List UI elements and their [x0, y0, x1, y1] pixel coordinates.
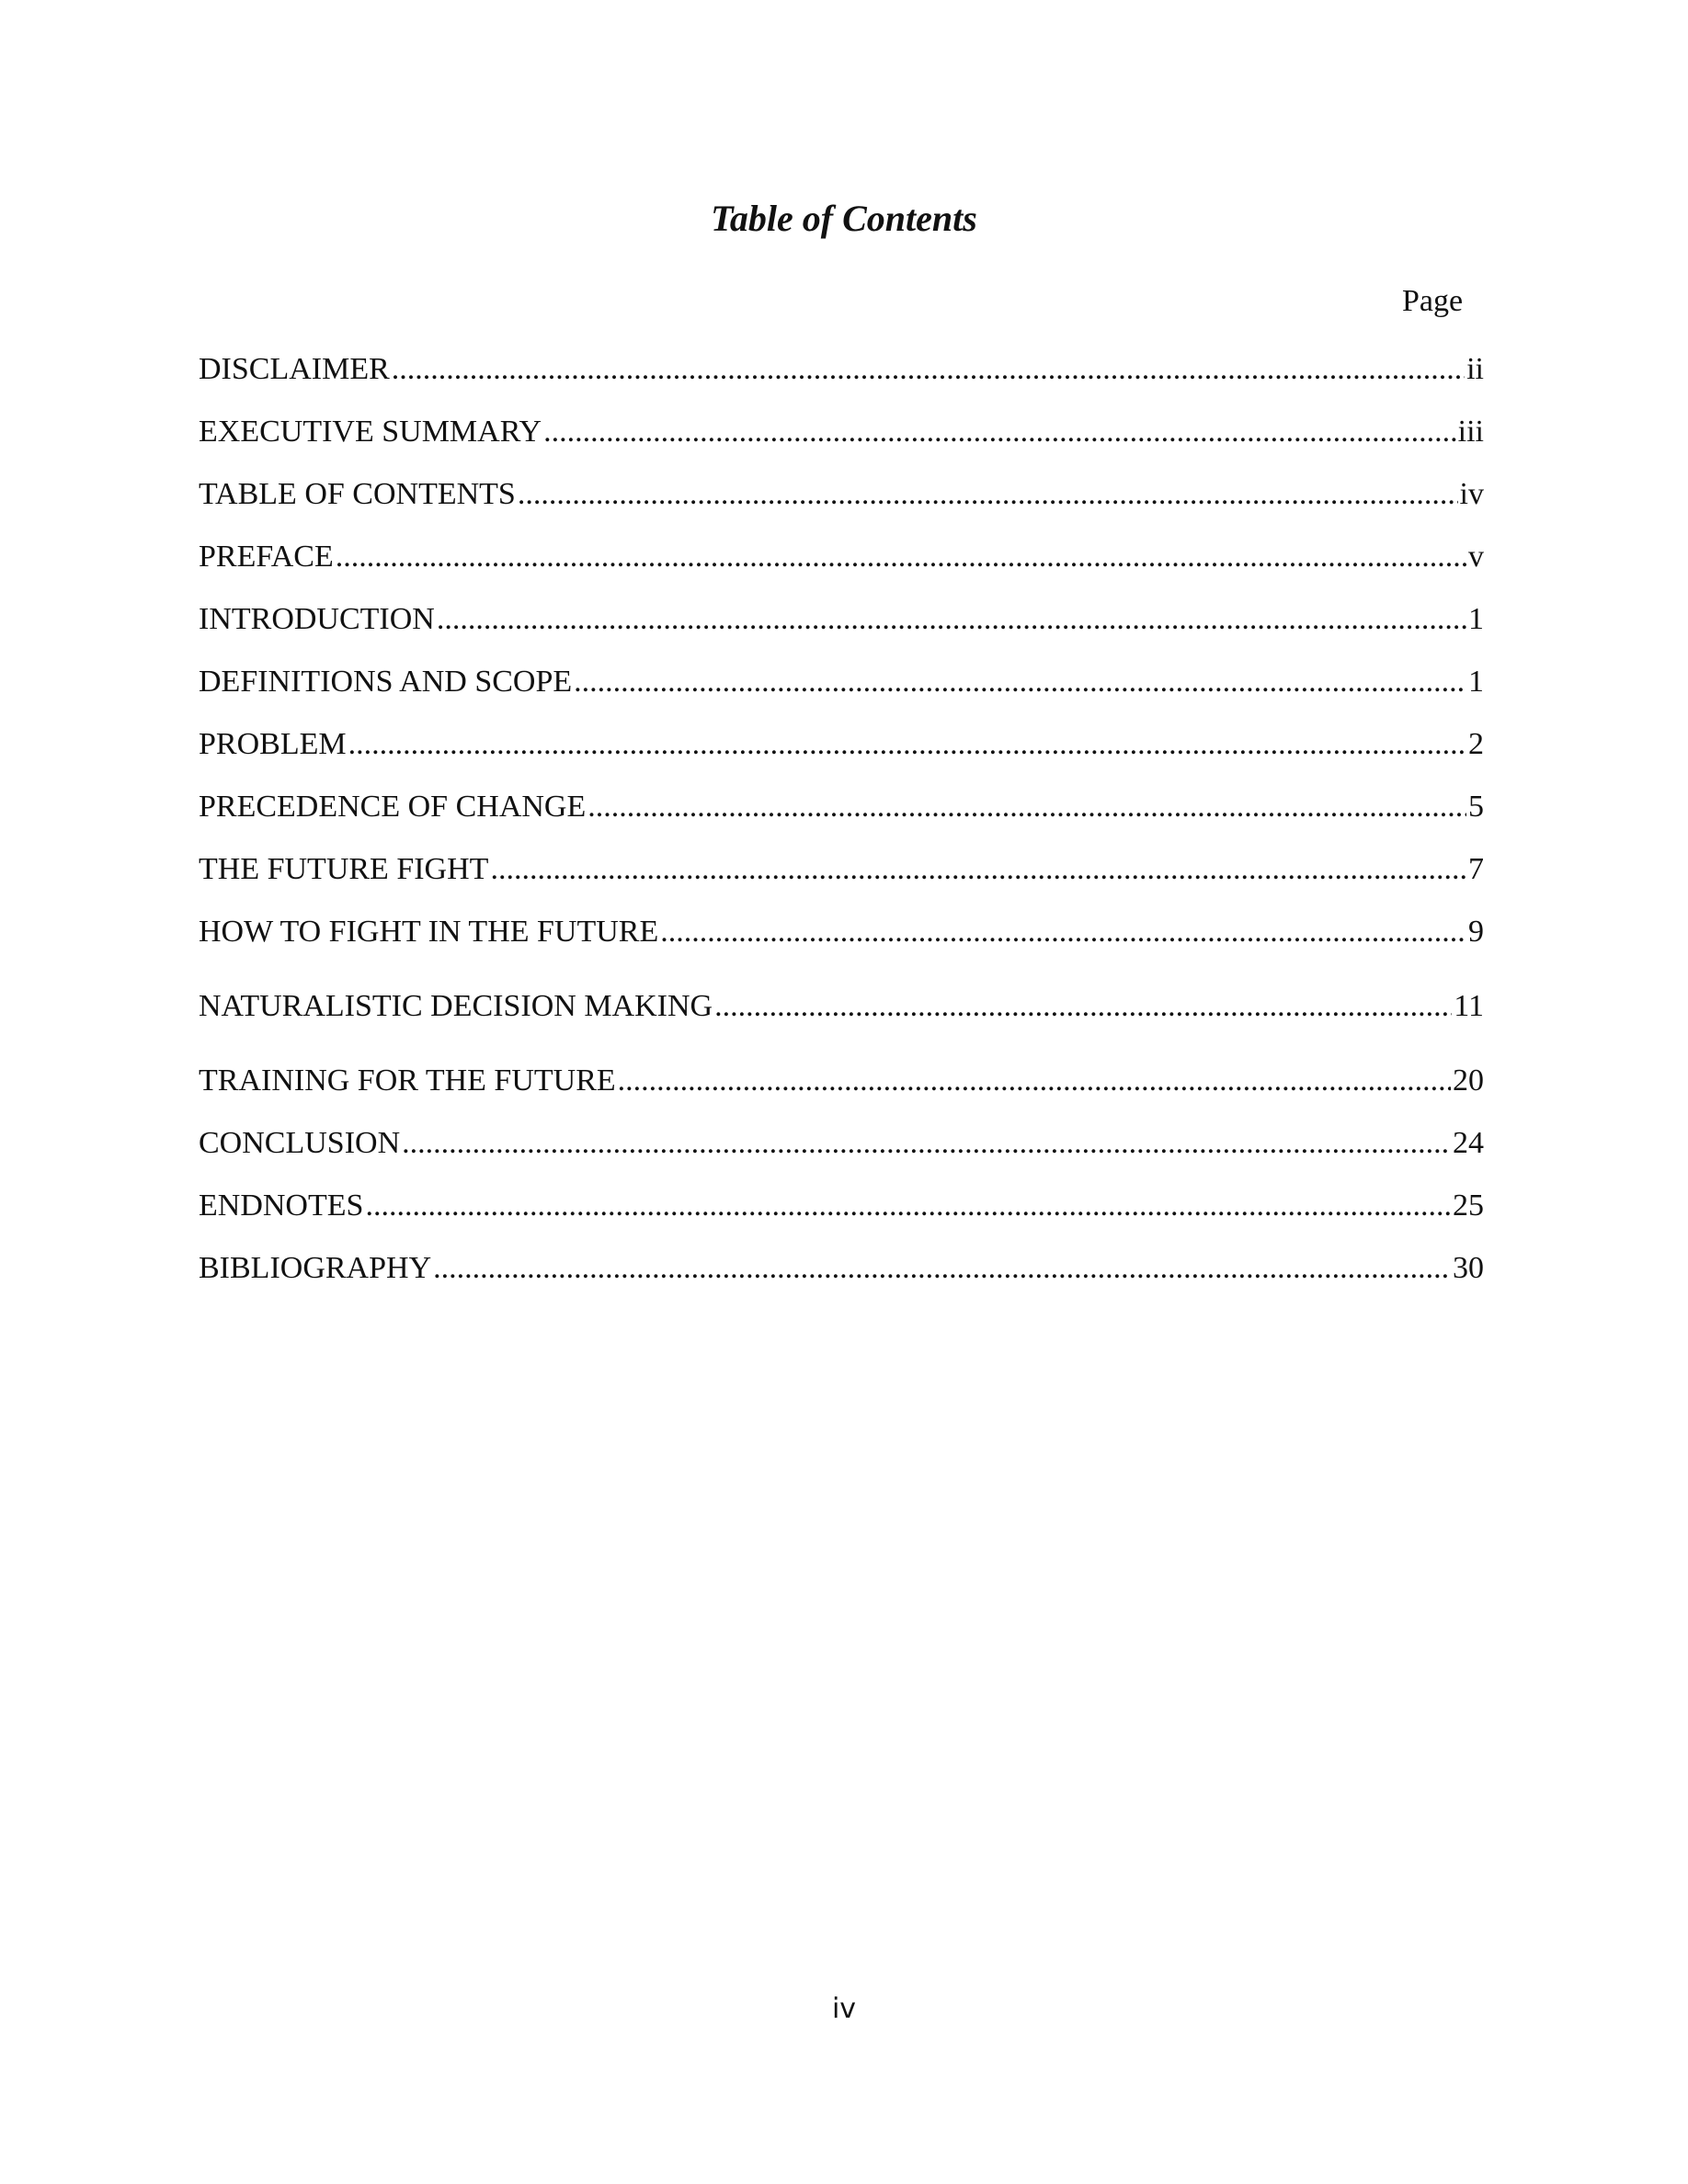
toc-entry-page: 11 — [1454, 989, 1484, 1023]
toc-entry-label: ENDNOTES — [199, 1189, 364, 1223]
toc-entry-page: 1 — [1468, 665, 1484, 699]
toc-entry-label: TABLE OF CONTENTS — [199, 477, 516, 511]
toc-entry-page: 9 — [1468, 915, 1484, 949]
toc-entry-training-for-the-future[interactable] — [199, 1061, 1484, 1101]
dot-leader — [433, 1248, 1451, 1289]
dot-leader — [518, 474, 1458, 515]
toc-entry-label: INTRODUCTION — [199, 602, 435, 636]
toc-entry-page: 20 — [1453, 1064, 1484, 1098]
toc-entry-label: PROBLEM — [199, 727, 347, 761]
toc-entry-page: iv — [1459, 477, 1484, 511]
toc-entry-page: 24 — [1453, 1126, 1484, 1160]
dot-leader — [365, 1186, 1451, 1226]
dot-leader — [402, 1123, 1451, 1164]
toc-entry-introduction[interactable] — [199, 599, 1484, 640]
toc-entry-table-of-contents[interactable] — [199, 474, 1484, 515]
dot-leader — [714, 986, 1452, 1027]
toc-entry-the-future-fight[interactable] — [199, 849, 1484, 890]
toc-entry-page: iii — [1457, 415, 1484, 449]
toc-entry-how-to-fight-in-the-future[interactable] — [199, 912, 1484, 952]
dot-leader — [543, 412, 1456, 452]
footer-page-number: iv — [831, 1993, 857, 2025]
dot-leader — [336, 537, 1466, 577]
dot-leader — [348, 724, 1466, 765]
toc-entry-naturalistic-decision-making[interactable] — [199, 986, 1484, 1027]
toc-entry-label: PREFACE — [199, 540, 334, 574]
toc-entry-page: 7 — [1468, 852, 1484, 886]
toc-entry-page: 2 — [1468, 727, 1484, 761]
toc-entry-bibliography[interactable] — [199, 1248, 1484, 1289]
toc-entry-conclusion[interactable] — [199, 1123, 1484, 1164]
toc-entry-preface[interactable] — [199, 537, 1484, 577]
toc-entry-executive-summary[interactable] — [199, 412, 1484, 452]
dot-leader — [490, 849, 1466, 890]
toc-entry-endnotes[interactable] — [199, 1186, 1484, 1226]
toc-entry-precedence-of-change[interactable] — [199, 787, 1484, 827]
toc-entry-page: 5 — [1468, 790, 1484, 824]
dot-leader — [660, 912, 1466, 952]
toc-entry-label: THE FUTURE FIGHT — [199, 852, 489, 886]
toc-entry-label: CONCLUSION — [199, 1126, 401, 1160]
toc-entry-label: DISCLAIMER — [199, 352, 390, 386]
toc-entry-definitions-and-scope[interactable] — [199, 662, 1484, 702]
toc-entry-page: v — [1468, 540, 1484, 574]
dot-leader — [587, 787, 1466, 827]
toc-entry-label: TRAINING FOR THE FUTURE — [199, 1064, 616, 1098]
toc-entry-label: EXECUTIVE SUMMARY — [199, 415, 542, 449]
toc-entry-page: ii — [1466, 352, 1484, 386]
dot-leader — [392, 349, 1465, 390]
toc-entry-disclaimer[interactable] — [199, 349, 1484, 390]
toc-entry-problem[interactable] — [199, 724, 1484, 765]
page-column-header: Page — [1402, 284, 1464, 318]
toc-entry-label: PRECEDENCE OF CHANGE — [199, 790, 587, 824]
dot-leader — [618, 1061, 1451, 1101]
toc-entry-label: BIBLIOGRAPHY — [199, 1251, 432, 1285]
page-title: Table of Contents — [711, 198, 977, 239]
dot-leader — [437, 599, 1466, 640]
dot-leader — [574, 662, 1466, 702]
toc-entry-page: 30 — [1453, 1251, 1484, 1285]
toc-entry-label: HOW TO FIGHT IN THE FUTURE — [199, 915, 659, 949]
toc-entry-page: 1 — [1468, 602, 1484, 636]
toc-entry-label: NATURALISTIC DECISION MAKING — [199, 989, 713, 1023]
toc-entry-page: 25 — [1453, 1189, 1484, 1223]
toc-entry-label: DEFINITIONS AND SCOPE — [199, 665, 573, 699]
